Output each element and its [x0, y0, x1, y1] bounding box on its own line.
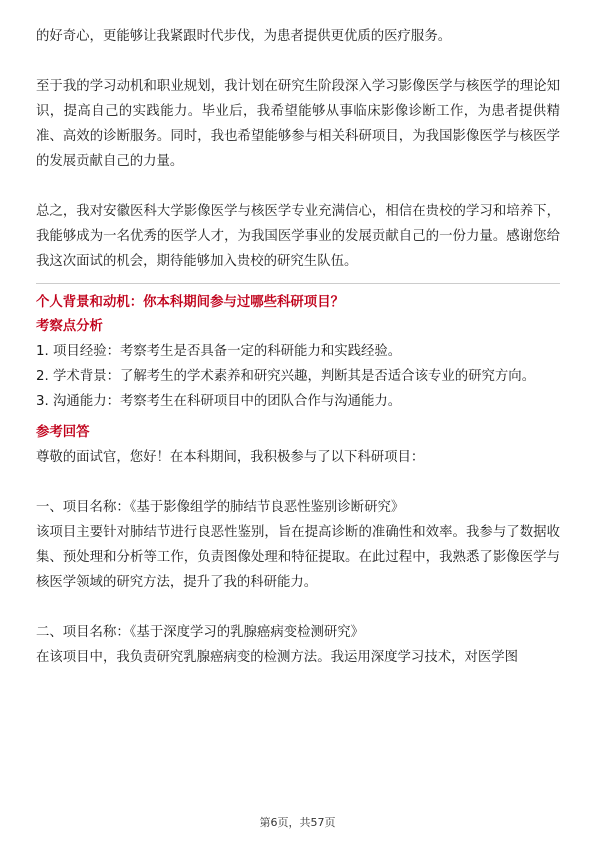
project-title: 一、项目名称：《基于影像组学的肺结节良恶性鉴别诊断研究》	[36, 500, 405, 515]
section-divider	[36, 283, 560, 284]
paragraph-study-motivation: 至于我的学习动机和职业规划，我计划在研究生阶段深入学习影像医学与核医学的理论知识，提高自己的实践能力。毕业后，我希望能够从事临床影像诊断工作，为患者提供精准、高效的诊断服务。同时，我也希望能够参与相关科研项目，为我国影像医学与核医学的发展贡献自己的力量。	[36, 79, 560, 169]
paragraph-continuation: 的好奇心，更能够让我紧跟时代步伐，为患者提供更优质的医疗服务。	[36, 29, 452, 44]
page-footer: 第6页，共57页	[259, 816, 336, 829]
project-description: 该项目主要针对肺结节进行良恶性鉴别，旨在提高诊断的准确性和效率。我参与了数据收集、预处理和分析等工作，负责图像处理和特征提取。在此过程中，我熟悉了影像医学与核医学领域的研究方法，提升了我的科研能力。	[36, 525, 560, 590]
analysis-item: 3. 沟通能力：考察考生在科研项目中的团队合作与沟通能力。	[36, 394, 402, 409]
question-heading: 个人背景和动机：你本科期间参与过哪些科研项目？	[36, 295, 344, 310]
analysis-item: 1. 项目经验：考察考生是否具备一定的科研能力和实践经验。	[36, 344, 402, 359]
analysis-heading: 考察点分析	[36, 319, 103, 334]
project-title: 二、项目名称：《基于深度学习的乳腺癌病变检测研究》	[36, 625, 365, 640]
answer-intro: 尊敬的面试官，您好！在本科期间，我积极参与了以下科研项目：	[36, 450, 425, 465]
project-description: 在该项目中，我负责研究乳腺癌病变的检测方法。我运用深度学习技术，对医学图	[36, 650, 519, 665]
page-content	[36, 24, 560, 670]
analysis-item: 2. 学术背景：了解考生的学术素养和研究兴趣，判断其是否适合该专业的研究方向。	[36, 369, 536, 384]
paragraph-conclusion: 总之，我对安徽医科大学影像医学与核医学专业充满信心，相信在贵校的学习和培养下，我能够成为一名优秀的医学人才，为我国医学事业的发展贡献自己的一份力量。感谢您给我这次面试的机会，期待能够加入贵校的研究生队伍。	[36, 204, 560, 269]
answer-heading: 参考回答	[36, 425, 90, 440]
